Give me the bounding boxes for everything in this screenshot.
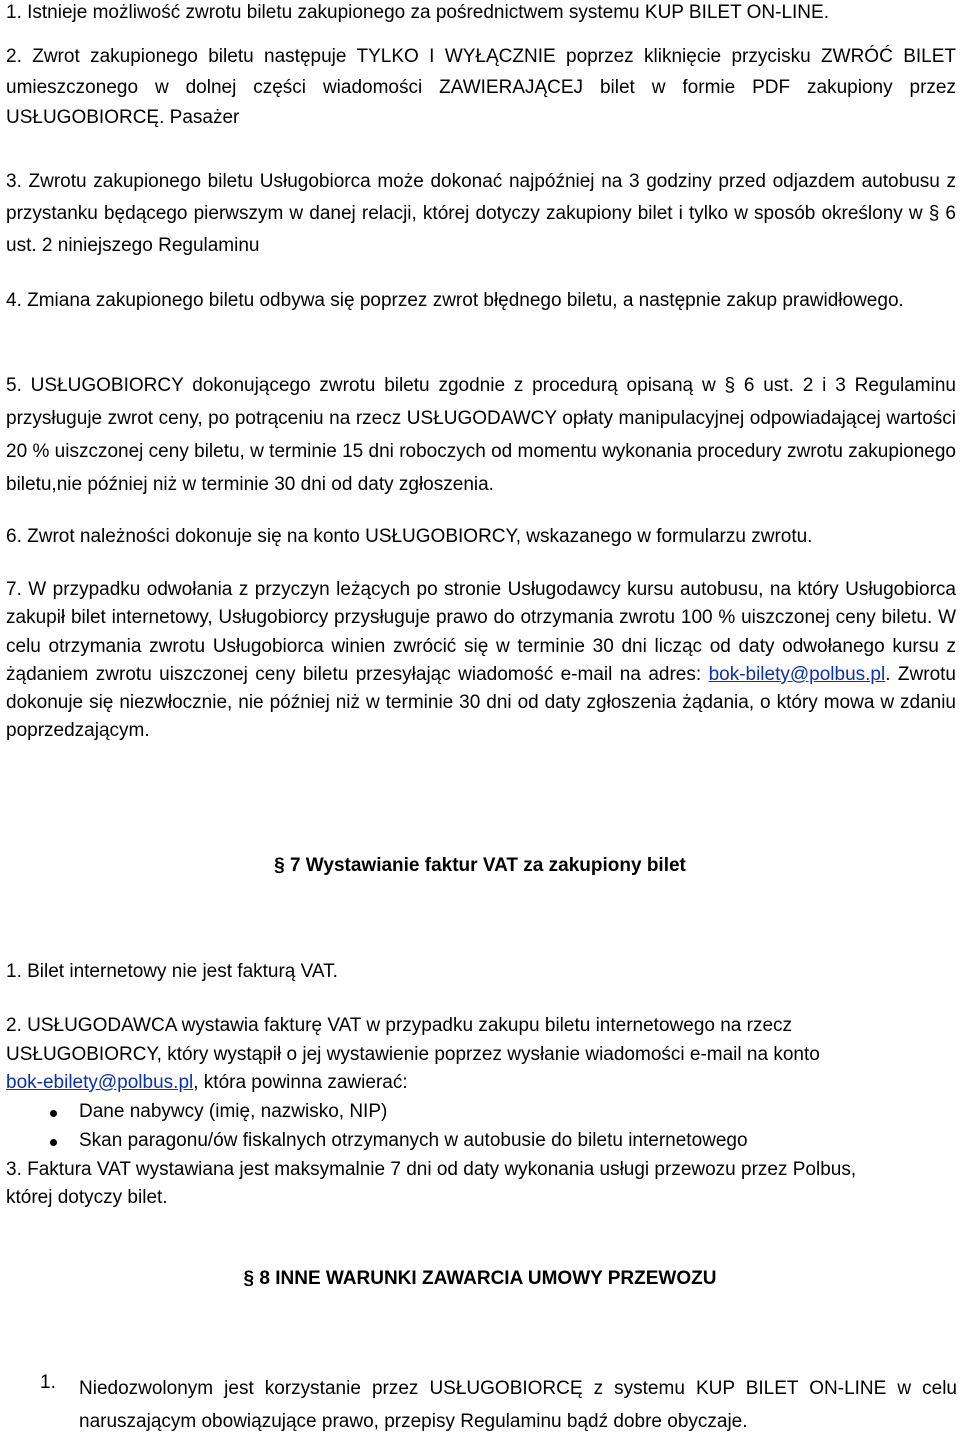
paragraph-7-text-before: 7. W przypadku odwołania z przyczyn leżących po stronie Usługodawcy kursu autobusu, na który Usługobiorca zakupił bilet internetowy, Usługobiorcy przysługuje prawo do otrzymania zwrotu 100 % uiszczonej ceny biletu. W celu otrzymania zwrotu Usługobiorca winien zwrócić się w terminie 30 dni licząc od daty odwołanego kursu z żądaniem zwrotu uiszczonej ceny biletu przesyłając wiadomość e-mail na adres: [6, 579, 956, 685]
paragraph-7-text-after: . Zwrotu dokonuje się niezwłocznie, nie później niż w terminie 30 dni od daty zgłoszenia żądania, o który mowa w zdaniu poprzedzającym. [6, 663, 956, 742]
paragraph-6: 6. Zwrot należności dokonuje się na konto USŁUGOBIORCY, wskazanego w formularzu zwrotu. [6, 526, 813, 547]
section-8-heading: § 8 INNE WARUNKI ZAWARCIA UMOWY PRZEWOZU [243, 1268, 717, 1289]
section-7-item-2-line-1: 2. USŁUGODAWCA wystawia fakturę VAT w przypadku zakupu biletu internetowego na rzecz [6, 1015, 793, 1036]
paragraph-7 [6, 576, 956, 746]
section-8-item-1-text: Niedozwolonym jest korzystanie przez USŁUGOBIORCĘ z systemu KUP BILET ON-LINE w celu naruszającym obowiązujące prawo, przepisy Regulaminu bądź dobre obyczaje. [79, 1378, 957, 1432]
section-7-item-3-line-1: 3. Faktura VAT wystawiana jest maksymalnie 7 dni od daty wykonania usługi przewozu przez Polbus, [6, 1159, 857, 1180]
email-link-bok-ebilety[interactable]: bok-ebilety@polbus.pl [6, 1072, 194, 1093]
section-7-item-2-after-link: , która powinna zawierać: [193, 1072, 408, 1093]
paragraph-1: 1. Istnieje możliwość zwrotu biletu zakupionego za pośrednictwem systemu KUP BILET ON-LINE. [6, 2, 829, 23]
section-7-heading: § 7 Wystawianie faktur VAT za zakupiony bilet [274, 855, 686, 876]
section-7-item-2-line-2: USŁUGOBIORCY, który wystąpił o jej wystawienie poprzez wysłanie wiadomości e-mail na konto [6, 1044, 820, 1065]
section-7-item-3-line-2: której dotyczy bilet. [6, 1187, 168, 1208]
bullet-text: Skan paragonu/ów fiskalnych otrzymanych w autobusie do biletu internetowego [79, 1130, 748, 1151]
bullet-dot-icon [50, 1110, 57, 1117]
paragraph-3: 3. Zwrotu zakupionego biletu Usługobiorca może dokonać najpóźniej na 3 godziny przed odjazdem autobusu z przystanku będącego pierwszym w danej relacji, której dotyczy zakupiony bilet i tylko w sposób określony w § 6 ust. 2 niniejszego Regulaminu [6, 171, 956, 256]
email-link-bok-bilety[interactable]: bok-bilety@polbus.pl [708, 663, 886, 685]
bullet-dot-icon [50, 1139, 57, 1146]
paragraph-2: 2. Zwrot zakupionego biletu następuje TYLKO I WYŁĄCZNIE poprzez kliknięcie przycisku ZWRÓĆ BILET umieszczonego w dolnej części wiadomości ZAWIERAJĄCEJ bilet w formie PDF zakupiony przez USŁUGOBIORCĘ. Pasażer [6, 46, 956, 128]
section-7-item-1: 1. Bilet internetowy nie jest fakturą VAT. [6, 961, 338, 982]
paragraph-5 [6, 369, 956, 501]
paragraph-5-text: 5. USŁUGOBIORCY dokonującego zwrotu biletu zgodnie z procedurą opisaną w § 6 ust. 2 i 3 Regulaminu przysługuje zwrot ceny, po potrąceniu na rzecz USŁUGODAWCY opłaty manipulacyjnej odpowiadającej wartości 20 % uiszczonej ceny biletu, w terminie 15 dni roboczych od momentu wykonania procedury zwrotu zakupionego biletu,nie później niż w terminie 30 dni od daty zgłoszenia. [6, 375, 956, 495]
bullet-text: Dane nabywcy (imię, nazwisko, NIP) [79, 1101, 388, 1122]
section-7-item-2-line-3 [6, 1071, 408, 1095]
section-8-item-1-number: 1. [40, 1372, 56, 1393]
paragraph-4: 4. Zmiana zakupionego biletu odbywa się poprzez zwrot błędnego biletu, a następnie zakup prawidłowego. [6, 290, 904, 311]
